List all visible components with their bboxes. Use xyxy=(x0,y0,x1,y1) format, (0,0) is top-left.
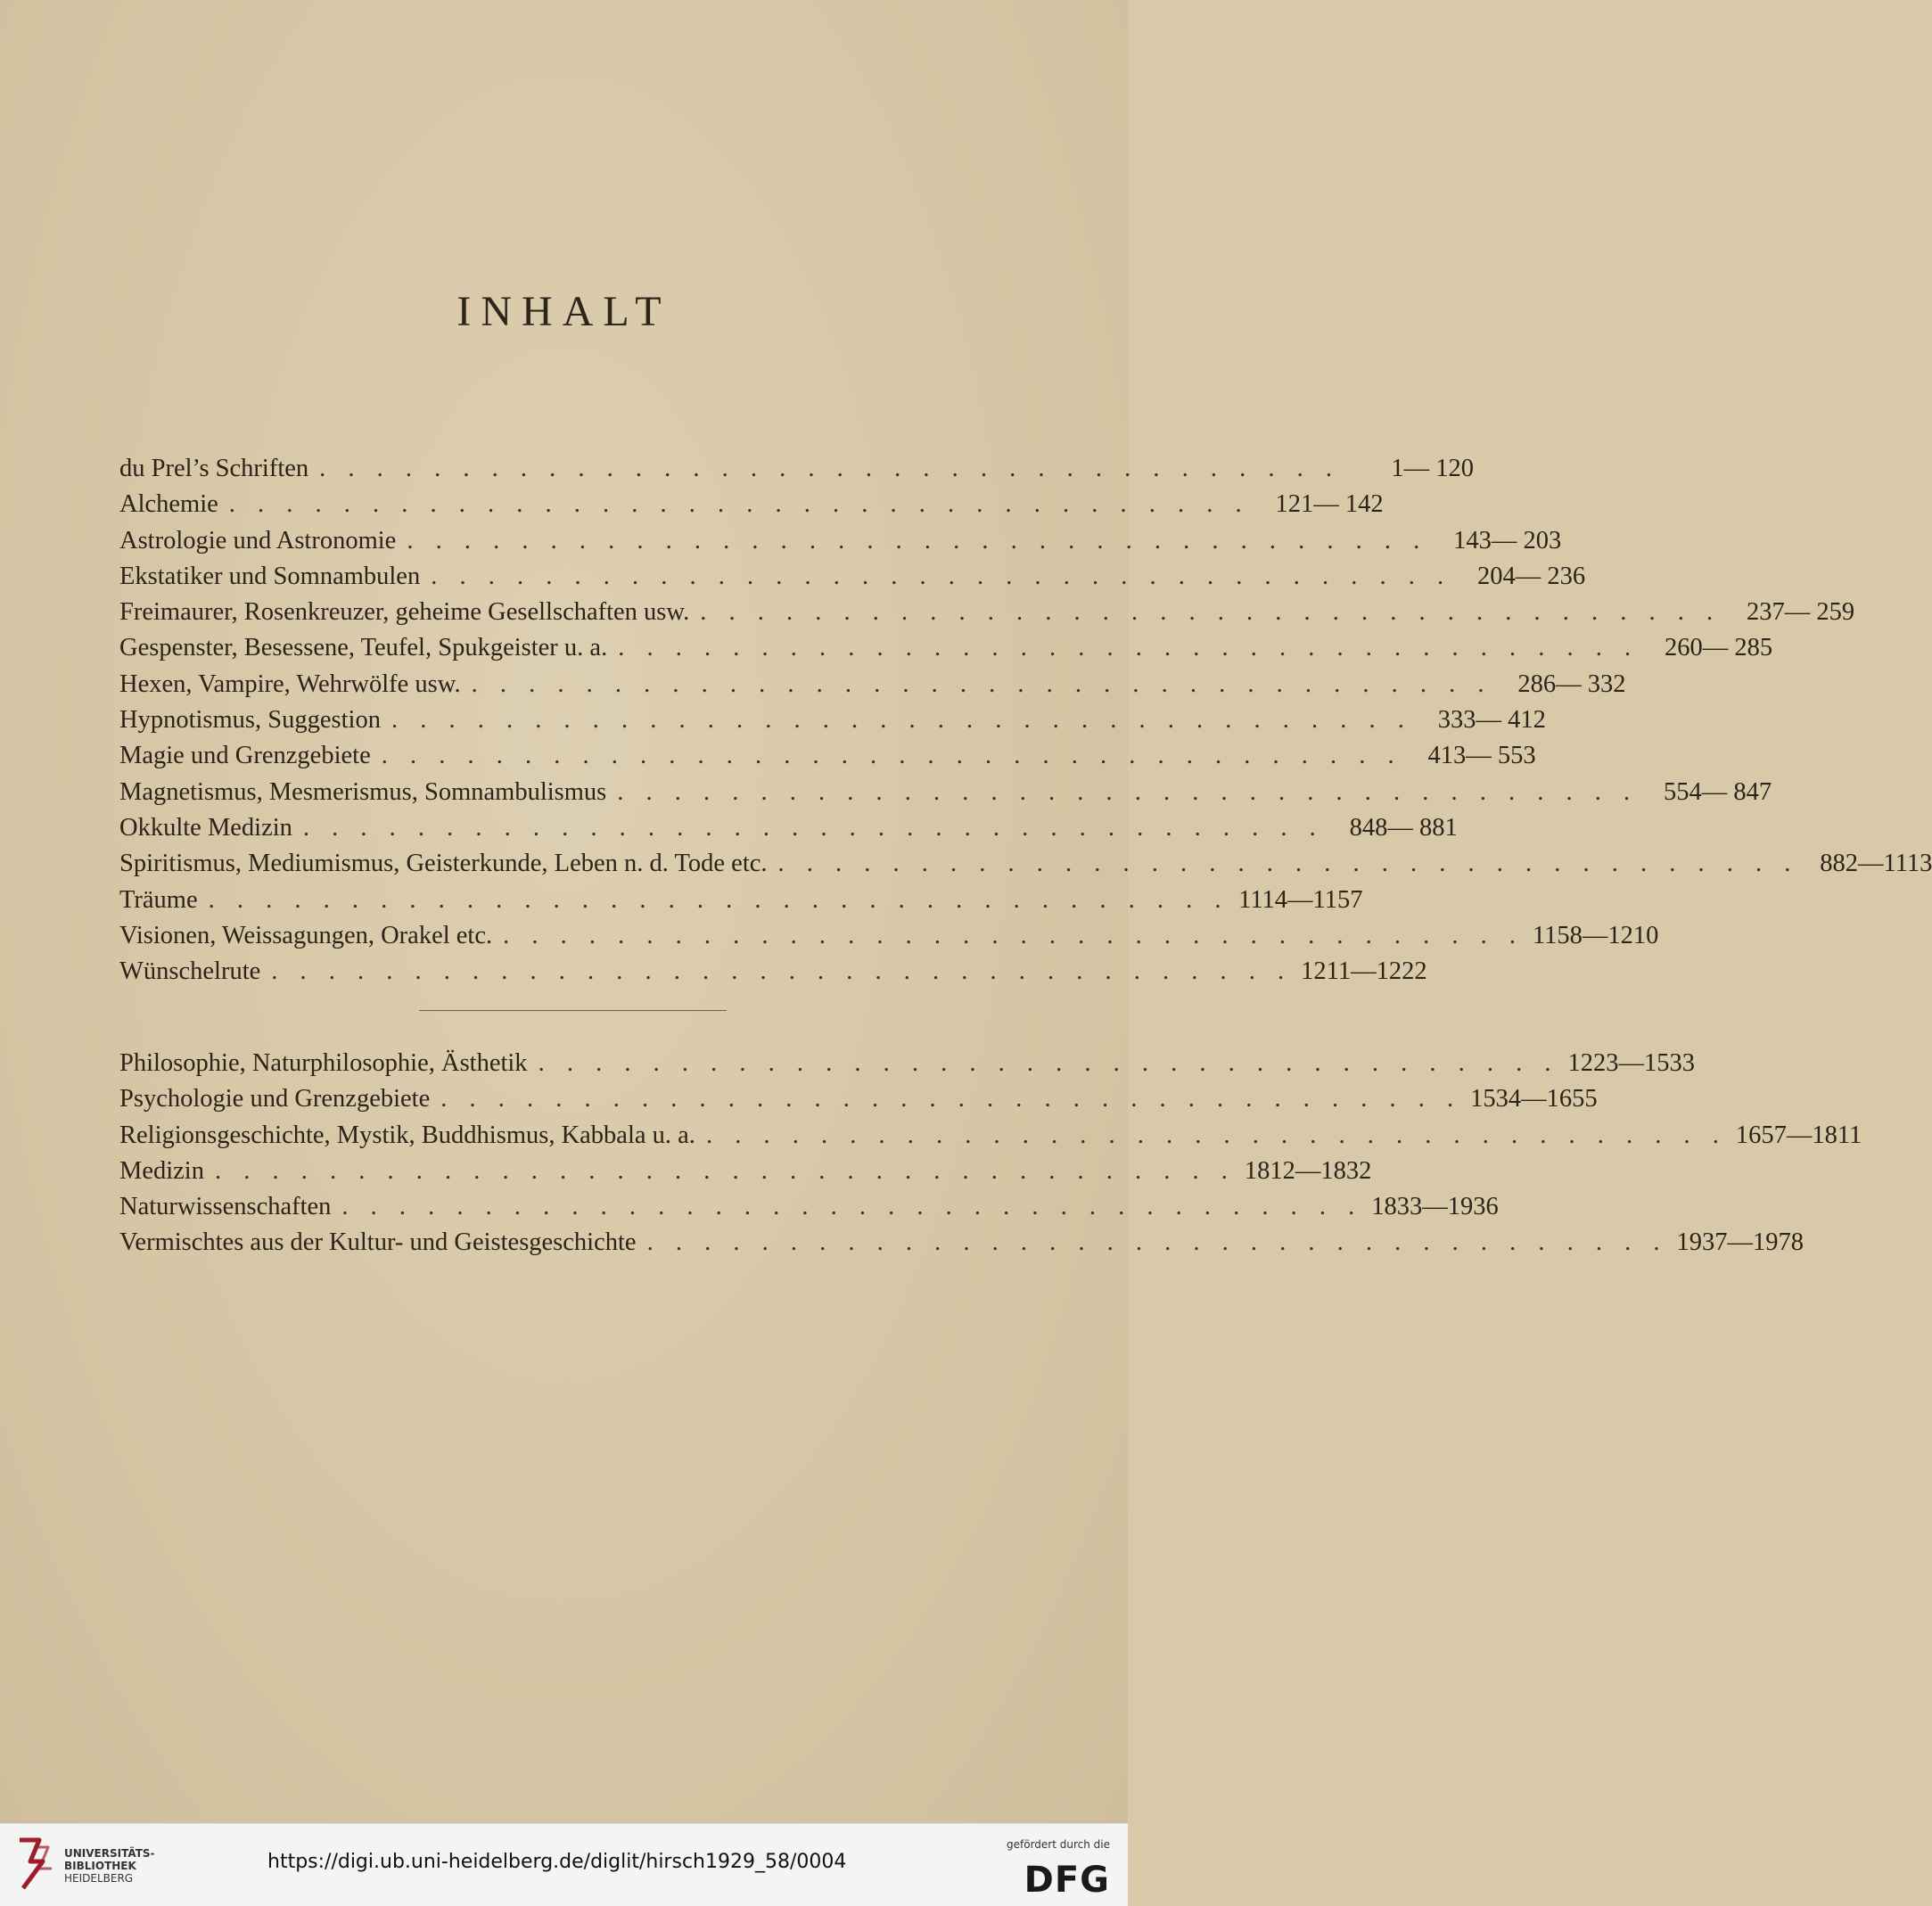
toc-entry-pages: 882—1113 xyxy=(1820,850,1932,878)
ub-heidelberg-logo-text: UNIVERSITÄTS- BIBLIOTHEK HEIDELBERG xyxy=(64,1847,155,1885)
toc-entry-label: Psychologie und Grenzgebiete xyxy=(119,1085,431,1113)
toc-entry-pages: 1211—1222 xyxy=(1301,957,1427,986)
dot-leader: . . . . . . . . . . . . . . . . . . . . . . . . . . . . . . . . . . . . xyxy=(228,490,1250,519)
toc-entry xyxy=(119,595,1855,630)
dot-leader: . . . . . . . . . . . . . . . . . . . . . . . . . . . . . . . . . . . . xyxy=(705,1121,1727,1149)
toc-entry-pages: 413— 553 xyxy=(1427,742,1536,770)
dot-leader: . . . . . . . . . . . . . . . . . . . . . . . . . . . . . . . . . . . . xyxy=(646,1228,1668,1257)
toc-entry-pages: 143— 203 xyxy=(1453,526,1562,555)
toc-entry-label: Alchemie xyxy=(119,490,218,519)
dot-leader: . . . . . . . . . . . . . . . . . . . . . . . . . . . . . . . . . . . . xyxy=(381,742,1402,770)
toc-entry-label: Hexen, Vampire, Wehrwölfe usw. xyxy=(119,670,461,698)
toc-entry xyxy=(119,775,1772,810)
toc-entry xyxy=(119,1189,1499,1225)
toc-section-occult xyxy=(119,451,1932,990)
toc-entry-pages: 286— 332 xyxy=(1517,670,1626,698)
toc-entry-label: Medizin xyxy=(119,1156,204,1185)
page-title: INHALT xyxy=(456,288,671,335)
dfg-logo: DFG xyxy=(1024,1860,1110,1901)
dot-leader: . . . . . . . . . . . . . . . . . . . . . . . . . . . . . . . . . . . . xyxy=(319,455,1341,482)
toc-entry xyxy=(119,1118,1862,1154)
section-divider xyxy=(419,1010,727,1011)
toc-entry-label: Magnetismus, Mesmerismus, Somnambulismus xyxy=(119,777,607,806)
viewer-footer xyxy=(0,1823,1128,1906)
toc-entry-pages: 1223—1533 xyxy=(1567,1049,1695,1077)
dot-leader: . . . . . . . . . . . . . . . . . . . . . . . . . . . . . . . . . . . . xyxy=(538,1049,1559,1077)
toc-entry xyxy=(119,451,1475,487)
toc-entry-label: Hypnotismus, Suggestion xyxy=(119,706,381,735)
toc-entry-pages: 1657—1811 xyxy=(1735,1121,1862,1149)
dot-leader: . . . . . . . . . . . . . . . . . . . . . . . . . . . . . . . . . . . . xyxy=(777,850,1799,878)
toc-entry-pages: 1937—1978 xyxy=(1676,1228,1804,1257)
toc-entry xyxy=(119,918,1659,954)
dot-leader: . . . . . . . . . . . . . . . . . . . . . . . . . . . . . . . . . . . . xyxy=(302,813,1324,842)
toc-entry-label: du Prel’s Schriften xyxy=(119,455,309,482)
dot-leader: . . . . . . . . . . . . . . . . . . . . . . . . . . . . . . . . . . . . xyxy=(208,885,1229,914)
toc-entry-label: Träume xyxy=(119,885,198,914)
toc-entry-pages: 1114—1157 xyxy=(1238,885,1363,914)
toc-entry xyxy=(119,810,1458,846)
dot-leader: . . . . . . . . . . . . . . . . . . . . . . . . . . . . . . . . . . . . xyxy=(617,777,1639,806)
toc-entry-label: Religionsgeschichte, Mystik, Buddhismus, Kabbala u. a. xyxy=(119,1121,695,1149)
toc-entry-label: Philosophie, Naturphilosophie, Ästhetik xyxy=(119,1049,528,1077)
toc-entry-label: Ekstatiker und Somnambulen xyxy=(119,562,421,590)
toc-section-philosophy xyxy=(119,1046,1862,1261)
toc-entry xyxy=(119,954,1427,990)
dot-leader: . . . . . . . . . . . . . . . . . . . . . . . . . . . . . . . . . . . . xyxy=(407,526,1428,555)
toc-entry xyxy=(119,523,1562,559)
toc-entry-pages: 333— 412 xyxy=(1437,706,1546,735)
dot-leader: . . . . . . . . . . . . . . . . . . . . . . . . . . . . . . . . . . . . xyxy=(214,1156,1236,1185)
toc-entry-label: Naturwissenschaften xyxy=(119,1193,332,1221)
toc-entry-label: Wünschelrute xyxy=(119,957,261,986)
toc-entry-pages: 554— 847 xyxy=(1664,777,1772,806)
toc-entry-label: Astrologie und Astronomie xyxy=(119,526,397,555)
funder-note: gefördert durch die xyxy=(1007,1838,1110,1851)
ub-heidelberg-logo-icon xyxy=(12,1835,57,1894)
toc-entry-label: Vermischtes aus der Kultur- und Geistesgeschichte xyxy=(119,1228,637,1257)
toc-entry-pages: 237— 259 xyxy=(1747,598,1855,627)
toc-entry xyxy=(119,1081,1598,1117)
toc-entry xyxy=(119,1046,1695,1081)
dot-leader: . . . . . . . . . . . . . . . . . . . . . . . . . . . . . . . . . . . . xyxy=(471,670,1492,698)
toc-entry-pages: 1812—1832 xyxy=(1244,1156,1372,1185)
dot-leader: . . . . . . . . . . . . . . . . . . . . . . . . . . . . . . . . . . . . xyxy=(440,1085,1462,1113)
toc-entry xyxy=(119,738,1536,774)
toc-entry-pages: 1534—1655 xyxy=(1470,1085,1598,1113)
toc-entry xyxy=(119,630,1773,666)
toc-entry-label: Spiritismus, Mediumismus, Geisterkunde, Leben n. d. Tode etc. xyxy=(119,850,768,878)
toc-entry-pages: 121— 142 xyxy=(1275,490,1384,519)
toc-entry xyxy=(119,487,1384,522)
toc-entry-label: Visionen, Weissagungen, Orakel etc. xyxy=(119,921,493,949)
toc-entry xyxy=(119,1225,1804,1261)
toc-entry xyxy=(119,559,1586,595)
toc-entry xyxy=(119,1154,1372,1189)
toc-entry-label: Freimaurer, Rosenkreuzer, geheime Gesellschaften usw. xyxy=(119,598,690,627)
toc-entry-pages: 1— 120 xyxy=(1391,455,1475,482)
dot-leader: . . . . . . . . . . . . . . . . . . . . . . . . . . . . . . . . . . . . xyxy=(271,957,1293,986)
toc-entry xyxy=(119,883,1363,918)
toc-entry-pages: 1158—1210 xyxy=(1532,921,1659,949)
toc-entry-pages: 1833—1936 xyxy=(1371,1193,1499,1221)
toc-entry xyxy=(119,846,1932,882)
toc-entry-label: Magie und Grenzgebiete xyxy=(119,742,371,770)
toc-entry xyxy=(119,667,1626,702)
toc-entry-pages: 260— 285 xyxy=(1664,634,1773,662)
toc-entry-label: Gespenster, Besessene, Teufel, Spukgeister u. a. xyxy=(119,634,608,662)
dot-leader: . . . . . . . . . . . . . . . . . . . . . . . . . . . . . . . . . . . . xyxy=(503,921,1524,949)
toc-entry xyxy=(119,702,1546,738)
toc-entry-label: Okkulte Medizin xyxy=(119,813,292,842)
dot-leader: . . . . . . . . . . . . . . . . . . . . . . . . . . . . . . . . . . . . xyxy=(391,706,1412,735)
dot-leader: . . . . . . . . . . . . . . . . . . . . . . . . . . . . . . . . . . . . xyxy=(341,1193,1363,1221)
toc-entry-pages: 204— 236 xyxy=(1476,562,1586,590)
dot-leader: . . . . . . . . . . . . . . . . . . . . . . . . . . . . . . . . . . . . xyxy=(700,598,1722,627)
permalink-url[interactable]: https://digi.ub.uni-heidelberg.de/diglit/hirsch1929_58/0004 xyxy=(267,1851,847,1873)
dot-leader: . . . . . . . . . . . . . . . . . . . . . . . . . . . . . . . . . . . . xyxy=(431,562,1452,590)
toc-entry-pages: 848— 881 xyxy=(1349,813,1458,842)
dot-leader: . . . . . . . . . . . . . . . . . . . . . . . . . . . . . . . . . . . . xyxy=(618,634,1640,662)
